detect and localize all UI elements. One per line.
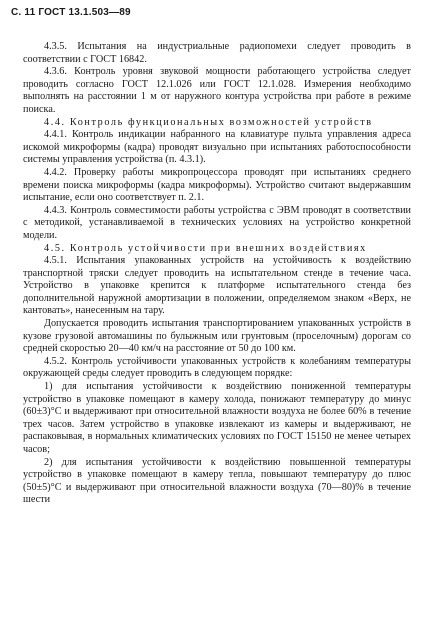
paragraph-4-5-1-note: Допускается проводить испытания транспортированием упакованных устройств в кузове грузовой автомашины по булыжным или грунтовым (проселочным) дорогам со средней скоростью 20—40 км/ч на расстояние от 50 до 100 км. [23,318,411,355]
list-item-1: 1) для испытания устойчивости к воздействию пониженной температуры устройство в упаковке помещают в камеру холода, понижают температуру до минус (60±3)°С и выдерживают при относительной влажности воздуха не более 60% в течение трех часов. Затем устройство в упаковке извлекают из камеры и выдерживают, не распаковывая, в нормальных климатических условиях по ГОСТ 15150 не менее четырех часов; [23,381,411,455]
paragraph-4-5-2: 4.5.2. Контроль устойчивости упакованных устройств к колебаниям температуры окружающей среды следует проводить в следующем порядке: [23,355,411,380]
paragraph-4-3-5: 4.3.5. Испытания на индустриальные радиопомехи следует проводить в соответствии с ГОСТ 16842. [23,41,411,65]
paragraph-4-3-6: 4.3.6. Контроль уровня звуковой мощности работающего устройства следует проводить согласно ГОСТ 12.1.026 или ГОСТ 12.1.028. Измерения необходимо выполнять на расстоянии 1 м от наружного контура устройства при работе в режиме поиска. [23,66,411,115]
paragraph-4-5-1: 4.5.1. Испытания упакованных устройств на устойчивость к воздействию транспортной тряски следует проводить на испытательном стенде в течение часа. Устройство в упаковке крепится к платформе испытательного стенда без дополнительной наружной амортизации в положении, определяемом знаком «Верх, не кантовать», нанесенным на тару. [23,255,411,317]
section-heading-4-4: 4.4. Контроль функциональных возможностей устройств [44,116,373,128]
paragraph-4-4-1: 4.4.1. Контроль индикации набранного на клавиатуре пульта управления адреса искомой микроформы (кадра) проводят визуально при испытаниях работоспособности системы управления устройства (п. 4.3.1). [23,129,411,166]
page-header: С. 11 ГОСТ 13.1.503—89 [11,7,131,18]
section-heading-4-5: 4.5. Контроль устойчивости при внешних воздействиях [44,242,367,254]
paragraph-4-4-3: 4.4.3. Контроль совместимости работы устройства с ЭВМ проводят в соответствии с методикой, устанавливаемой в технических условиях на устройство конкретной модели. [23,204,411,241]
document-body [23,41,411,507]
paragraph-4-4-2: 4.4.2. Проверку работы микропроцессора проводят при испытаниях среднего времени поиска микроформы (кадра микроформы). Устройство считают выдержавшим испытание, если оно соответствует п. 2.1. [23,166,411,204]
list-item-2: 2) для испытания устойчивости к воздействию повышенной температуры устройство в упаковке помещают в камеру тепла, повышают температуру до плюс (50±5)°С и выдерживают при относительной влажности воздуха (70—80)% в течение шести [23,456,411,506]
